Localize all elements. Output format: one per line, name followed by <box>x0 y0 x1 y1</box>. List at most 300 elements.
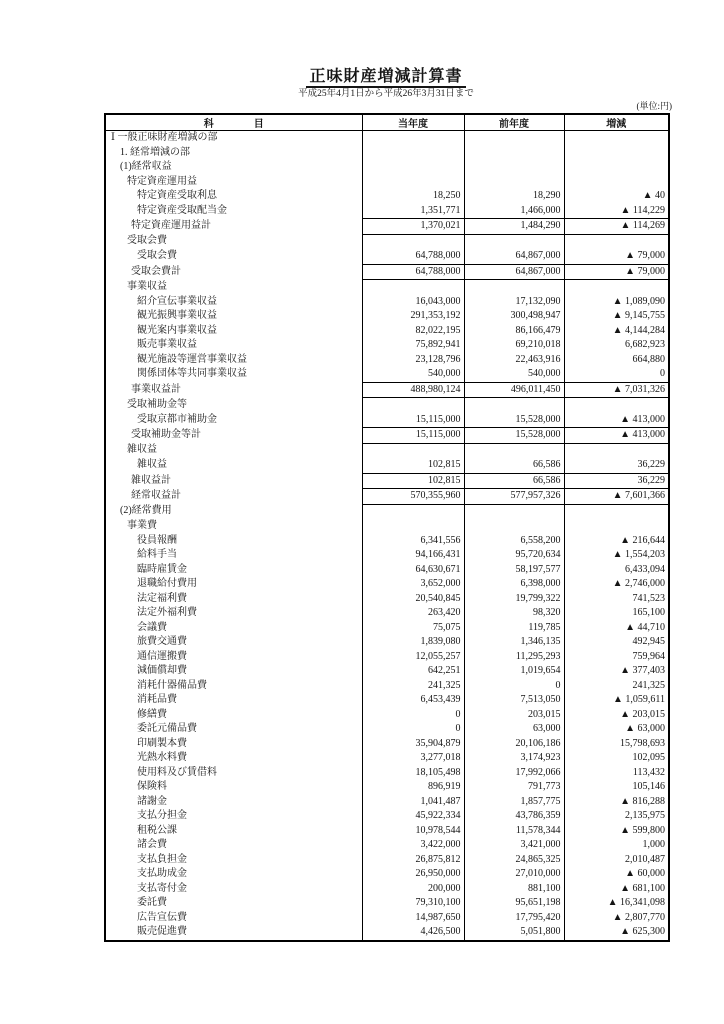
change-cell: ▲ 79,000 <box>564 264 669 280</box>
account-label: 受取京都市補助金 <box>137 413 217 425</box>
table-row <box>105 722 669 737</box>
account-label: 紹介宣伝事業収益 <box>137 295 217 307</box>
previous-year-cell: 43,786,359 <box>464 809 564 824</box>
change-cell: ▲ 377,403 <box>620 665 665 676</box>
current-year-cell: 1,370,021 <box>362 219 464 235</box>
table-row <box>105 534 669 549</box>
change-cell: ▲ 413,000 <box>564 428 669 444</box>
change-cell: ▲ 40 <box>642 190 665 201</box>
change-cell <box>564 234 669 249</box>
change-cell: 492,945 <box>632 636 665 647</box>
current-year-cell: 102,815 <box>362 458 464 473</box>
table-row <box>105 504 669 519</box>
change-cell: ▲ 203,015 <box>620 708 665 720</box>
current-year-cell: 26,875,812 <box>362 853 464 868</box>
account-label: 委託元備品費 <box>137 723 197 734</box>
account-label: 特定資産運用益 <box>127 175 197 187</box>
account-cell <box>105 548 362 563</box>
account-cell <box>105 489 362 505</box>
account-label: (2)経常費用 <box>120 505 172 517</box>
change-cell: ▲ 4,144,284 <box>612 324 665 336</box>
previous-year-cell <box>464 234 564 249</box>
account-cell <box>105 249 362 264</box>
previous-year-cell: 66,586 <box>464 473 564 489</box>
current-year-cell: 570,355,960 <box>362 489 464 505</box>
account-cell <box>105 693 362 708</box>
account-cell <box>105 443 362 458</box>
previous-year-cell: 881,100 <box>464 882 564 897</box>
table-row <box>105 693 669 708</box>
account-label: 観光案内事業収益 <box>137 324 217 336</box>
current-year-cell: 18,105,498 <box>362 766 464 781</box>
account-cell <box>105 353 362 368</box>
current-year-cell <box>362 234 464 249</box>
previous-year-cell: 791,773 <box>464 780 564 795</box>
table-row <box>105 708 669 723</box>
account-label: 支払負担金 <box>137 853 187 865</box>
account-label: 支払助成金 <box>137 868 187 879</box>
previous-year-cell <box>464 443 564 458</box>
table-row <box>105 264 669 280</box>
account-cell <box>105 295 362 310</box>
account-cell <box>105 175 362 190</box>
account-label: 事業収益計 <box>131 383 181 395</box>
account-cell <box>105 853 362 868</box>
account-cell <box>105 664 362 679</box>
current-year-cell: 241,325 <box>362 679 464 694</box>
account-cell <box>105 519 362 534</box>
table-row <box>105 809 669 824</box>
account-label: 旅費交通費 <box>137 636 187 647</box>
table-row <box>105 867 669 882</box>
table-row <box>105 650 669 665</box>
current-year-cell: 75,892,941 <box>362 338 464 353</box>
account-cell <box>105 679 362 694</box>
report-period: 平成25年4月1日から平成26年3月31日まで <box>298 89 474 99</box>
current-year-cell: 10,978,544 <box>362 824 464 839</box>
current-year-cell: 0 <box>362 708 464 723</box>
table-row <box>105 563 669 578</box>
table-row <box>105 160 669 175</box>
previous-year-cell: 119,785 <box>464 621 564 636</box>
account-label: 関係団体等共同事業収益 <box>137 368 247 380</box>
column-header-previous-year: 前年度 <box>464 114 564 131</box>
account-label: 租税公課 <box>137 824 177 836</box>
change-cell: ▲ 2,746,000 <box>612 578 665 589</box>
previous-year-cell: 300,498,947 <box>464 309 564 324</box>
current-year-cell: 200,000 <box>362 882 464 897</box>
previous-year-cell: 11,578,344 <box>464 824 564 839</box>
table-row <box>105 309 669 324</box>
change-cell: 0 <box>660 368 665 379</box>
previous-year-cell: 203,015 <box>464 708 564 723</box>
previous-year-cell: 18,290 <box>464 189 564 204</box>
account-label: 受取会費計 <box>131 265 181 277</box>
table-row <box>105 131 669 146</box>
table-row <box>105 295 669 310</box>
current-year-cell: 291,353,192 <box>362 309 464 324</box>
table-row <box>105 204 669 219</box>
account-cell <box>105 606 362 621</box>
previous-year-cell <box>464 146 564 161</box>
table-row <box>105 367 669 382</box>
account-label: 受取会費 <box>127 235 167 247</box>
current-year-cell: 26,950,000 <box>362 867 464 882</box>
account-label: 雑収益 <box>137 459 167 471</box>
previous-year-cell: 19,799,322 <box>464 592 564 607</box>
change-cell: 36,229 <box>564 473 669 489</box>
account-cell <box>105 504 362 519</box>
change-cell: ▲ 7,031,326 <box>564 382 669 398</box>
account-label: 会議費 <box>137 621 167 633</box>
account-label: 給料手当 <box>137 549 177 560</box>
account-cell <box>105 838 362 853</box>
change-cell: 2,010,487 <box>625 853 665 865</box>
current-year-cell <box>362 504 464 519</box>
table-row <box>105 175 669 190</box>
previous-year-cell: 86,166,479 <box>464 324 564 339</box>
change-cell: ▲ 216,644 <box>620 534 665 546</box>
change-cell <box>564 175 669 190</box>
table-row <box>105 398 669 413</box>
account-label: 事業費 <box>127 520 157 531</box>
table-row <box>105 428 669 444</box>
previous-year-cell: 1,484,290 <box>464 219 564 235</box>
account-cell <box>105 338 362 353</box>
account-label: 保険料 <box>137 781 167 792</box>
previous-year-cell: 6,398,000 <box>464 577 564 592</box>
change-cell <box>564 160 669 175</box>
table-row <box>105 189 669 204</box>
account-cell <box>105 882 362 897</box>
current-year-cell: 15,115,000 <box>362 428 464 444</box>
account-cell <box>105 592 362 607</box>
account-label: 販売促進費 <box>137 926 187 937</box>
account-cell <box>105 131 362 146</box>
current-year-cell: 82,022,195 <box>362 324 464 339</box>
previous-year-cell <box>464 131 564 146</box>
table-row <box>105 679 669 694</box>
change-cell <box>564 131 669 146</box>
previous-year-cell <box>464 175 564 190</box>
current-year-cell: 14,987,650 <box>362 911 464 926</box>
change-cell: 2,135,975 <box>625 810 665 821</box>
account-cell <box>105 896 362 911</box>
current-year-cell: 3,422,000 <box>362 838 464 853</box>
previous-year-cell: 1,019,654 <box>464 664 564 679</box>
change-cell: ▲ 44,710 <box>625 621 665 633</box>
table-row <box>105 911 669 926</box>
previous-year-cell: 11,295,293 <box>464 650 564 665</box>
change-cell: 102,095 <box>632 752 665 763</box>
account-label: 諸会費 <box>137 839 167 850</box>
account-label: 広告宣伝費 <box>137 911 187 923</box>
previous-year-cell: 69,210,018 <box>464 338 564 353</box>
account-label: 臨時雇賃金 <box>137 563 187 575</box>
account-cell <box>105 367 362 382</box>
account-label: 雑収益 <box>127 444 157 456</box>
previous-year-cell: 17,795,420 <box>464 911 564 926</box>
account-cell <box>105 204 362 219</box>
account-label: 消耗品費 <box>137 694 177 705</box>
page-title <box>104 63 668 86</box>
account-label: 事業収益 <box>127 280 167 292</box>
current-year-cell: 64,630,671 <box>362 563 464 578</box>
account-cell <box>105 458 362 473</box>
current-year-cell: 3,652,000 <box>362 577 464 592</box>
account-label: 役員報酬 <box>137 534 177 546</box>
change-cell: ▲ 114,229 <box>620 204 665 216</box>
current-year-cell: 263,420 <box>362 606 464 621</box>
account-label: 1. 経常増減の部 <box>120 146 190 158</box>
change-cell <box>564 398 669 413</box>
table-row <box>105 853 669 868</box>
previous-year-cell: 24,865,325 <box>464 853 564 868</box>
table-row <box>105 635 669 650</box>
previous-year-cell: 17,992,066 <box>464 766 564 781</box>
account-label: 雑収益計 <box>131 474 171 486</box>
account-label: 受取補助金等 <box>127 398 187 410</box>
previous-year-cell: 95,651,198 <box>464 896 564 911</box>
change-cell: 36,229 <box>637 459 665 470</box>
account-label: 光熱水料費 <box>137 752 187 763</box>
previous-year-cell: 17,132,090 <box>464 295 564 310</box>
previous-year-cell: 66,586 <box>464 458 564 473</box>
current-year-cell: 79,310,100 <box>362 896 464 911</box>
account-cell <box>105 722 362 737</box>
account-label: 修繕費 <box>137 708 167 720</box>
change-cell: ▲ 1,089,090 <box>612 295 665 307</box>
table-row <box>105 413 669 428</box>
account-cell <box>105 234 362 249</box>
table-row <box>105 280 669 295</box>
previous-year-cell: 496,011,450 <box>464 382 564 398</box>
account-cell <box>105 635 362 650</box>
current-year-cell: 64,788,000 <box>362 264 464 280</box>
previous-year-cell: 64,867,000 <box>464 249 564 264</box>
account-cell <box>105 534 362 549</box>
table-row <box>105 458 669 473</box>
account-cell <box>105 413 362 428</box>
previous-year-cell: 63,000 <box>464 722 564 737</box>
table-row <box>105 489 669 505</box>
previous-year-cell: 95,720,634 <box>464 548 564 563</box>
current-year-cell: 64,788,000 <box>362 249 464 264</box>
table-row <box>105 606 669 621</box>
change-cell: 664,880 <box>632 353 665 365</box>
change-cell: ▲ 625,300 <box>620 926 665 937</box>
previous-year-cell: 22,463,916 <box>464 353 564 368</box>
account-cell <box>105 309 362 324</box>
previous-year-cell: 3,421,000 <box>464 838 564 853</box>
change-cell: 15,798,693 <box>620 737 665 749</box>
table-row <box>105 324 669 339</box>
current-year-cell: 94,166,431 <box>362 548 464 563</box>
change-cell: ▲ 63,000 <box>625 723 665 734</box>
account-cell <box>105 780 362 795</box>
previous-year-cell: 64,867,000 <box>464 264 564 280</box>
account-label: 法定外福利費 <box>137 607 197 618</box>
current-year-cell <box>362 443 464 458</box>
table-row <box>105 548 669 563</box>
change-cell: ▲ 9,145,755 <box>612 310 665 321</box>
current-year-cell: 896,919 <box>362 780 464 795</box>
current-year-cell: 0 <box>362 722 464 737</box>
current-year-cell: 16,043,000 <box>362 295 464 310</box>
table-row <box>105 882 669 897</box>
table-header <box>105 114 669 131</box>
current-year-cell <box>362 131 464 146</box>
current-year-cell: 20,540,845 <box>362 592 464 607</box>
change-cell: 1,000 <box>642 839 665 850</box>
previous-year-cell: 540,000 <box>464 367 564 382</box>
table-row <box>105 838 669 853</box>
current-year-cell: 6,341,556 <box>362 534 464 549</box>
account-cell <box>105 280 362 295</box>
current-year-cell: 102,815 <box>362 473 464 489</box>
change-cell: ▲ 1,059,611 <box>612 694 665 705</box>
account-label: 法定福利費 <box>137 592 187 604</box>
table-row <box>105 146 669 161</box>
account-label: 受取補助金等計 <box>131 429 201 440</box>
table-row <box>105 443 669 458</box>
change-cell: ▲ 1,554,203 <box>612 549 665 560</box>
table-row <box>105 664 669 679</box>
previous-year-cell <box>464 398 564 413</box>
table-row <box>105 382 669 398</box>
current-year-cell <box>362 398 464 413</box>
table-row <box>105 896 669 911</box>
account-cell <box>105 795 362 810</box>
table-row <box>105 219 669 235</box>
current-year-cell: 642,251 <box>362 664 464 679</box>
account-cell <box>105 911 362 926</box>
current-year-cell <box>362 175 464 190</box>
account-label: 使用料及び賃借料 <box>137 766 217 778</box>
change-cell: 741,523 <box>632 592 665 604</box>
previous-year-cell: 3,174,923 <box>464 751 564 766</box>
current-year-cell: 1,839,080 <box>362 635 464 650</box>
net-assets-statement-table <box>104 113 670 942</box>
previous-year-cell: 58,197,577 <box>464 563 564 578</box>
account-label: 特定資産運用益計 <box>131 220 211 231</box>
change-cell: ▲ 681,100 <box>620 882 665 894</box>
current-year-cell: 15,115,000 <box>362 413 464 428</box>
account-cell <box>105 708 362 723</box>
change-cell: 6,433,094 <box>625 563 665 575</box>
account-cell <box>105 160 362 175</box>
column-header-current-year: 当年度 <box>362 114 464 131</box>
account-label: 印刷製本費 <box>137 737 187 749</box>
account-label: 観光振興事業収益 <box>137 310 217 321</box>
previous-year-cell: 27,010,000 <box>464 867 564 882</box>
account-cell <box>105 146 362 161</box>
change-cell: 241,325 <box>632 679 665 691</box>
change-cell: ▲ 114,269 <box>564 219 669 235</box>
table-row <box>105 780 669 795</box>
table-row <box>105 766 669 781</box>
previous-year-cell: 1,346,135 <box>464 635 564 650</box>
account-label: Ⅰ 一般正味財産増減の部 <box>111 132 218 143</box>
table-row <box>105 234 669 249</box>
table-row <box>105 592 669 607</box>
current-year-cell: 6,453,439 <box>362 693 464 708</box>
account-cell <box>105 925 362 941</box>
current-year-cell: 4,426,500 <box>362 925 464 941</box>
table-header-row <box>105 114 669 131</box>
change-cell: ▲ 7,601,366 <box>564 489 669 505</box>
unit-label: (単位:円) <box>636 101 672 111</box>
account-label: 支払寄付金 <box>137 882 187 894</box>
column-header-change: 増減 <box>564 114 669 131</box>
table-row <box>105 519 669 534</box>
current-year-cell <box>362 519 464 534</box>
account-cell <box>105 867 362 882</box>
current-year-cell: 540,000 <box>362 367 464 382</box>
account-label: 減価償却費 <box>137 665 187 676</box>
previous-year-cell: 20,106,186 <box>464 737 564 752</box>
account-cell <box>105 428 362 444</box>
change-cell <box>564 443 669 458</box>
account-cell <box>105 650 362 665</box>
account-cell <box>105 324 362 339</box>
change-cell: ▲ 599,800 <box>620 824 665 836</box>
current-year-cell: 12,055,257 <box>362 650 464 665</box>
account-label: 特定資産受取配当金 <box>137 204 227 216</box>
account-label: 通信運搬費 <box>137 650 187 662</box>
change-cell: ▲ 16,341,098 <box>607 897 665 908</box>
change-cell <box>564 519 669 534</box>
table-row <box>105 795 669 810</box>
table-row <box>105 249 669 264</box>
previous-year-cell: 7,513,050 <box>464 693 564 708</box>
account-label: 特定資産受取利息 <box>137 190 217 201</box>
change-cell: 113,432 <box>632 766 665 778</box>
previous-year-cell <box>464 519 564 534</box>
account-cell <box>105 577 362 592</box>
account-cell <box>105 766 362 781</box>
account-label: 経常収益計 <box>131 490 181 501</box>
account-cell <box>105 264 362 280</box>
current-year-cell <box>362 280 464 295</box>
table-row <box>105 353 669 368</box>
change-cell <box>564 504 669 519</box>
change-cell <box>564 280 669 295</box>
current-year-cell <box>362 160 464 175</box>
account-cell <box>105 382 362 398</box>
change-cell: 165,100 <box>632 607 665 618</box>
previous-year-cell: 98,320 <box>464 606 564 621</box>
account-label: 受取会費 <box>137 250 177 262</box>
change-cell: ▲ 2,807,770 <box>612 911 665 923</box>
previous-year-cell <box>464 280 564 295</box>
change-cell: ▲ 816,288 <box>620 795 665 807</box>
current-year-cell: 75,075 <box>362 621 464 636</box>
account-label: 退職給付費用 <box>137 578 197 589</box>
current-year-cell <box>362 146 464 161</box>
account-cell <box>105 751 362 766</box>
account-label: 観光施設等運営事業収益 <box>137 353 247 365</box>
table-row <box>105 577 669 592</box>
change-cell: 105,146 <box>632 781 665 792</box>
change-cell: ▲ 79,000 <box>625 250 665 261</box>
current-year-cell: 488,980,124 <box>362 382 464 398</box>
account-cell <box>105 563 362 578</box>
current-year-cell: 3,277,018 <box>362 751 464 766</box>
account-cell <box>105 809 362 824</box>
account-cell <box>105 189 362 204</box>
table-row <box>105 925 669 941</box>
